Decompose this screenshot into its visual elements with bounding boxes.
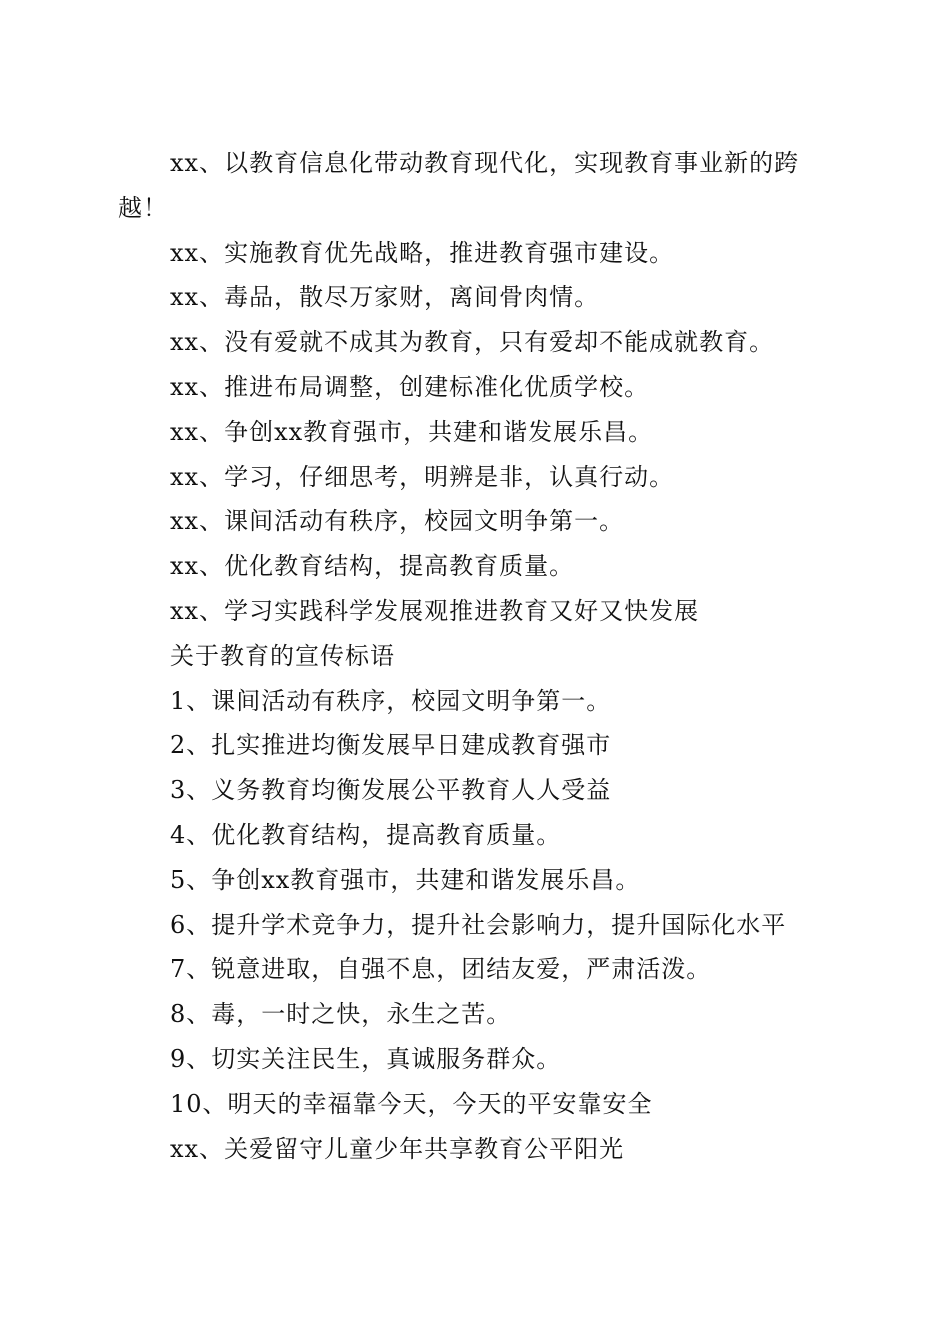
list-item-5: 5、争创xx教育强市，共建和谐发展乐昌。: [170, 865, 641, 894]
text-line-last: xx、关爱留守儿童少年共享教育公平阳光: [170, 1134, 625, 1163]
list-item-4: 4、优化教育结构，提高教育质量。: [170, 820, 562, 849]
list-item-8: 8、毒，一时之快，永生之苦。: [170, 1000, 512, 1029]
text-line-9: xx、课间活动有秩序，校园文明争第一。: [170, 507, 625, 536]
list-item-2: 2、扎实推进均衡发展早日建成教育强市: [170, 731, 612, 760]
text-line-3: xx、实施教育优先战略，推进教育强市建设。: [170, 238, 675, 267]
document-body: [118, 141, 830, 1171]
text-line-4: xx、毒品，散尽万家财，离间骨肉情。: [170, 283, 600, 312]
text-line-7: xx、争创xx教育强市，共建和谐发展乐昌。: [170, 417, 654, 446]
text-line-1: xx、以教育信息化带动教育现代化，实现教育事业新的跨: [170, 149, 800, 177]
list-item-6: 6、提升学术竞争力，提升社会影响力，提升国际化水平: [170, 910, 787, 939]
list-item-1: 1、课间活动有秩序，校园文明争第一。: [170, 686, 612, 715]
text-line-2: 越！: [118, 193, 168, 222]
text-line-6: xx、推进布局调整，创建标准化优质学校。: [170, 372, 650, 401]
text-line-8: xx、学习，仔细思考，明辨是非，认真行动。: [170, 462, 675, 491]
list-item-9: 9、切实关注民生，真诚服务群众。: [170, 1044, 562, 1073]
list-item-10: 10、明天的幸福靠今天，今天的平安靠安全: [170, 1089, 653, 1118]
text-line-10: xx、优化教育结构，提高教育质量。: [170, 552, 575, 581]
list-item-7: 7、锐意进取，自强不息，团结友爱，严肃活泼。: [170, 955, 712, 984]
text-line-11: xx、学习实践科学发展观推进教育又好又快发展: [170, 596, 700, 625]
section-heading: 关于教育的宣传标语: [170, 641, 395, 670]
text-line-5: xx、没有爱就不成其为教育，只有爱却不能成就教育。: [170, 328, 775, 357]
list-item-3: 3、义务教育均衡发展公平教育人人受益: [170, 776, 612, 805]
